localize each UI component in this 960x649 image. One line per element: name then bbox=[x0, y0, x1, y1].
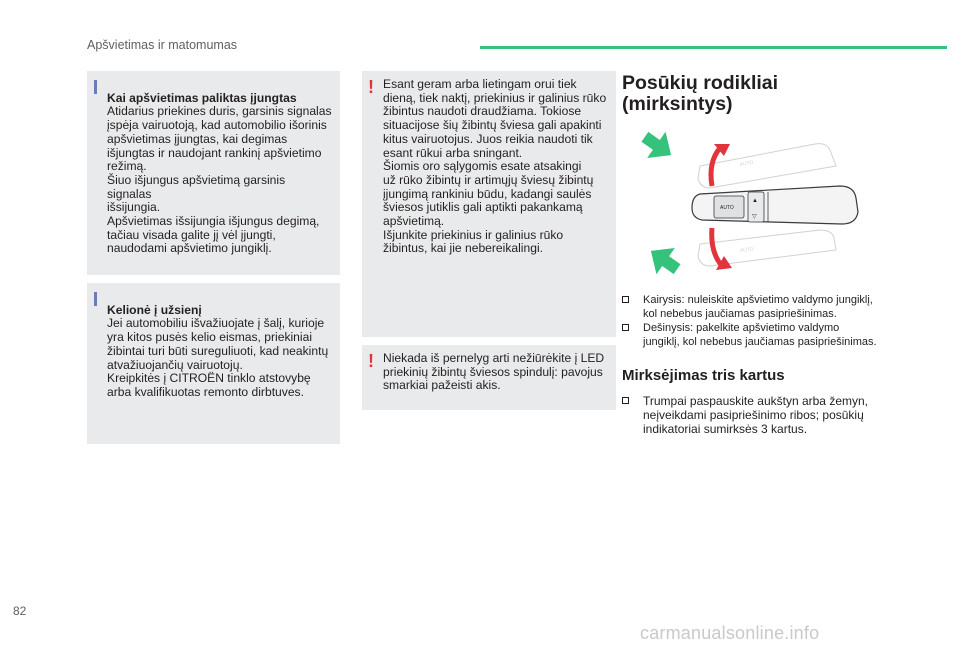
checkbox-bullet-icon bbox=[622, 397, 629, 404]
checkbox-bullet-icon bbox=[622, 296, 629, 303]
info-panel-lights-on-heading: Kai apšvietimas paliktas įjungtas bbox=[107, 90, 297, 105]
section-title: Apšvietimas ir matomumas bbox=[87, 38, 238, 52]
svg-text:▽: ▽ bbox=[752, 214, 757, 220]
svg-text:AUTO: AUTO bbox=[739, 159, 754, 168]
info-icon bbox=[94, 292, 97, 306]
info-panel-lights-on-body: Atidarius priekines duris, garsinis signalas įspėja vairuotoją, kad automobilio išorinis apšvietimas įjungtas, kai degimas išjungtas ir naudojant rankinį apšvietimo režimą. Šiuo išjungus apšvietimą garsinis signalas išsijungia. Apšvietimas išsijungia išjungus degimą, tačiau visada galite jį vėl įjungti, naudodami apšvietimo jungiklį. bbox=[107, 104, 332, 256]
stalk-main bbox=[692, 186, 858, 224]
checkbox-bullet-icon bbox=[622, 324, 629, 331]
svg-text:AUTO: AUTO bbox=[739, 246, 754, 254]
info-panel-lights-on-text bbox=[107, 78, 332, 256]
warning-panel-fog-lights bbox=[362, 71, 616, 337]
info-panel-abroad-text bbox=[107, 290, 332, 400]
warning-panel-led-body: Niekada iš pernelyg arti nežiūrėkite į LED priekinių žibintų šviesos spindulį: pavojus smarkiai pažeisti akis. bbox=[383, 351, 605, 393]
list-item bbox=[622, 294, 912, 321]
svg-text:AUTO: AUTO bbox=[720, 205, 734, 211]
three-flash-instructions bbox=[622, 395, 912, 436]
warning-panel-led bbox=[362, 345, 616, 410]
list-item bbox=[622, 322, 912, 349]
info-panel-abroad-body: Jei automobiliu išvažiuojate į šalį, kurioje yra kitos pusės kelio eismas, priekiniai žibintai turi būti sureguliuoti, kad neakintų atvažiuojančių vairuotojų. Kreipkitės į CITROËN tinklo atstovybę arba kvalifikuotas remonto dirbtuves. bbox=[107, 316, 329, 399]
green-arrow-down-icon bbox=[642, 238, 687, 283]
warning-exclamation-icon: ! bbox=[368, 351, 374, 371]
warning-panel-fog-lights-body: Esant geram arba lietingam orui tiek dieną, tiek naktį, priekinius ir galinius rūko žibintus naudoti draudžiama. Tokiose situacijose šių žibintų šviesa gali apakinti kitus vairuotojus. Juos reikia naudoti tik esant rūkui arba sningant. Šiomis oro sąlygomis esate atsakingi už rūko žibintų ir artimųjų šviesų žibintų įjungimą rankiniu būdu, kadangi saulės šviesos jutiklis gali aptikti pakankamą apšvietimą. Išjunkite priekinius ir galinius rūko žibintus, kai jie nebereikalingi. bbox=[383, 77, 607, 256]
bullet-text-three-flash: Trumpai paspauskite aukštyn arba žemyn, neįveikdami pasipriešinimo ribos; posūkių indikatoriai sumirksės 3 kartus. bbox=[643, 394, 868, 436]
info-icon bbox=[94, 80, 97, 94]
header-rule bbox=[480, 46, 947, 49]
info-panel-abroad-heading: Kelionė į užsienį bbox=[107, 302, 202, 317]
green-arrow-up-icon bbox=[640, 126, 680, 168]
indicator-instructions bbox=[622, 294, 912, 350]
subheading-three-flashes: Mirksėjimas tris kartus bbox=[622, 367, 785, 384]
info-panel-abroad bbox=[87, 283, 340, 444]
indicator-stalk-illustration bbox=[640, 126, 910, 286]
section-heading-indicators: Posūkių rodikliai (mirksintys) bbox=[622, 72, 779, 115]
warning-exclamation-icon: ! bbox=[368, 77, 374, 97]
bullet-text-left: Kairysis: nuleiskite apšvietimo valdymo jungiklį, kol nebebus jaučiamas pasipriešinimas. bbox=[643, 294, 873, 320]
list-item bbox=[622, 395, 912, 436]
watermark: carmanualsonline.info bbox=[640, 623, 820, 643]
bullet-text-right: Dešinysis: pakelkite apšvietimo valdymo jungiklį, kol nebebus jaučiamas pasipriešinimas. bbox=[643, 322, 877, 348]
info-panel-lights-on bbox=[87, 71, 340, 275]
page-number: 82 bbox=[13, 604, 27, 618]
svg-text:▲: ▲ bbox=[752, 198, 758, 204]
